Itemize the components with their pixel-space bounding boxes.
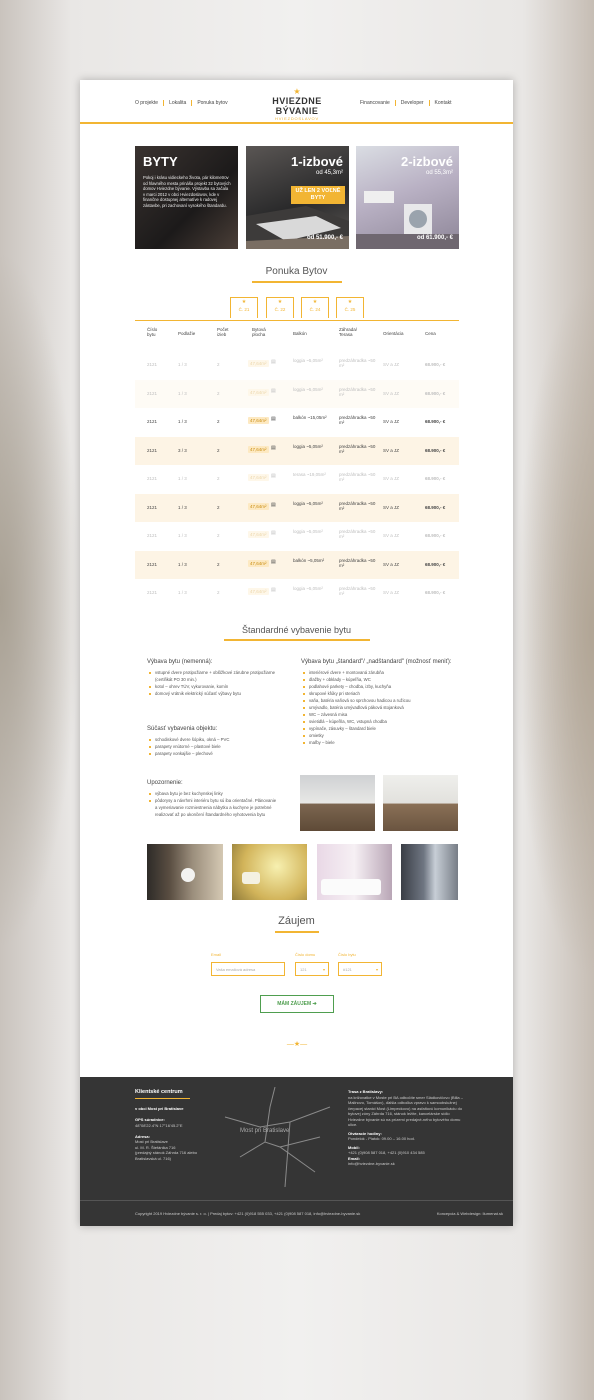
cell-orientation: SV a JZ — [383, 362, 400, 367]
button-label: MÁM ZÁUJEM — [277, 1001, 312, 1007]
cell-price: 68.900,- € — [425, 533, 446, 538]
tab-label: Č. 22 — [274, 307, 286, 312]
nav-item-developer[interactable]: Developer — [396, 100, 430, 106]
chevron-down-icon: ▾ — [322, 967, 325, 972]
cell-rooms: 2 — [217, 533, 220, 538]
equipment-building — [147, 726, 277, 757]
bathroom-photo[interactable] — [147, 844, 223, 900]
nav-item-about[interactable]: O projekte — [130, 100, 164, 106]
list-item: interiérové dvere + montovaná zárubňa — [309, 669, 461, 676]
site-footer — [80, 1077, 513, 1226]
footer-email-label: Email: — [348, 1155, 361, 1161]
equipment-fixed-title: Výbava bytu (nemenná): — [147, 659, 213, 665]
map-label: Most pri Bratislave — [240, 1128, 290, 1134]
cell-garden: predzáhradka ~50 m² — [339, 358, 376, 368]
room-photo[interactable] — [300, 775, 375, 831]
hero-card-1-room[interactable] — [246, 146, 349, 249]
arrow-right-icon: ➔ — [312, 1001, 317, 1007]
list-item: vypínače, zásuvky – štandard biele — [309, 725, 461, 732]
cell-price: 68.900,- € — [425, 362, 446, 367]
logo-subtitle: HVIEZDOSLAVOV — [275, 116, 319, 121]
room-photo[interactable] — [383, 775, 458, 831]
equipment-note-title: Upozornenie: — [147, 780, 183, 786]
cell-garden: predzáhradka ~50 m² — [339, 443, 376, 454]
nav-item-offer[interactable]: Ponuka bytov — [197, 100, 228, 106]
cell-garden: predzáhradka ~50 m² — [339, 557, 376, 568]
floorplan-icon[interactable]: ▤ — [271, 416, 276, 422]
cell-area: 47,64m² — [250, 589, 267, 594]
header-area: Bytová plocha — [252, 327, 266, 337]
footer-heading-underline — [135, 1098, 190, 1099]
cell-balcony: loggia ~5,05m² — [293, 358, 323, 363]
list-item: parapety vnútorné – plastové biele — [155, 743, 277, 750]
hero-card-2-room[interactable] — [356, 146, 459, 249]
list-item: pôdorysy a návrhmi interiéru bytu sú iba orientačné. Plánovanie a vymeriavanie rozmiestnenia nábytku a kuchyne je potrebné realizovať až po ukončení štandardného vyhotovenia bytu — [155, 798, 277, 817]
chevron-down-icon: ▾ — [375, 967, 378, 972]
email-input[interactable]: Vaša emailová adresa — [211, 962, 285, 976]
cell-floor: 1 / 3 — [178, 504, 187, 510]
address-line: Bratislavská ul. 716) — [135, 1155, 172, 1161]
floorplan-icon[interactable]: ▤ — [271, 387, 276, 394]
title-underline — [252, 281, 342, 283]
floorplan-icon[interactable]: ▤ — [271, 501, 276, 508]
table-row[interactable] — [135, 579, 459, 607]
header-rooms: Počet izieb — [217, 327, 229, 337]
cell-rooms: 2 — [217, 590, 220, 595]
floorplan-icon[interactable]: ▤ — [271, 530, 276, 536]
cell-number: 2121 — [147, 533, 158, 538]
cell-price: 68.900,- € — [425, 590, 446, 595]
footer-village: v obci Most pri Bratislave — [135, 1106, 184, 1111]
cell-balcony: balkón ~5,05m² — [293, 557, 325, 563]
table-row[interactable] — [135, 551, 459, 579]
cell-area: 47,64m² — [250, 361, 267, 366]
equipment-section-title — [80, 625, 513, 641]
header-garden: Záhrada/ Terasa — [339, 327, 358, 337]
header-orientation: Orientácia — [383, 331, 404, 336]
address-label: Adresa: — [135, 1133, 150, 1139]
hero-card-text: Pokoj i krásu vidieckeho života, pár kilometrov od hlavného mesta prináša projekt 32 bytových domov Hviezdne bývanie. Výstavba sa začala v marci 2012 v obci Hviezdoslavov, kde v finančne dostupnej alternatíve k radovej zástavbe, pri zachovaní vysokého štandardu. — [143, 175, 231, 208]
cell-floor: 1 / 3 — [178, 362, 187, 367]
cell-number: 2121 — [147, 504, 158, 510]
flat-select[interactable] — [338, 962, 382, 976]
list-item: skrupové kľúky pri steriach — [309, 690, 461, 697]
equipment-note — [147, 780, 277, 818]
tab-21[interactable] — [230, 297, 258, 318]
equipment-fixed — [147, 659, 277, 697]
floorplan-icon[interactable]: ▤ — [271, 444, 276, 451]
cell-orientation: SV a JZ — [383, 590, 400, 595]
list-item: omietky — [309, 732, 461, 739]
cell-rooms: 2 — [217, 561, 220, 567]
star-icon: ★ — [277, 299, 283, 305]
cell-rooms: 2 — [217, 390, 220, 396]
cell-floor: 1 / 3 — [178, 561, 187, 567]
cell-rooms: 2 — [217, 476, 220, 481]
route-text: na križovatke v Moste pri BA odbočíte smer Sládkovičovo (Billa – Malinovo, Tomášov), ďalšia odbočka vpravo k samoobslužnej čerpacej stanici Most (Limpeckovo) na asfaltovú komunikáciu do bytovej zóny Záhrda 716, stánok ležíte, kancelárske sídlo Hviezdne bývanie sú na prízemí predajné-ného bytového domu ulice. — [348, 1094, 463, 1127]
floorplan-icon[interactable]: ▤ — [271, 359, 276, 365]
table-row[interactable] — [135, 465, 459, 493]
cell-balcony: loggia ~5,05m² — [293, 529, 323, 534]
table-row[interactable] — [135, 380, 459, 408]
logo-title: HVIEZDNE BÝVANIE — [272, 96, 322, 116]
cell-orientation: SV a JZ — [383, 476, 400, 481]
bathroom-photo[interactable] — [232, 844, 307, 900]
star-icon: ★ — [312, 299, 318, 305]
cell-price: 68.900,- € — [425, 561, 446, 567]
cell-garden: predzáhradka ~50 m² — [339, 386, 376, 397]
hours-value: Pondelok - Piatok: 09.00 – 16.00 hod. — [348, 1136, 415, 1141]
cell-garden: predzáhradka ~50 m² — [339, 500, 376, 511]
mobile-value: +421 (0)908 587 018, +421 (0)910 434 585 — [348, 1150, 425, 1155]
cell-orientation: SV a JZ — [383, 561, 400, 567]
flat-label: Číslo bytu — [338, 952, 356, 957]
flat-value: #121 — [343, 967, 352, 972]
list-item: kotol – ohrev TÚV, vykurovanie, komín — [155, 683, 277, 690]
table-row[interactable] — [135, 522, 459, 550]
cell-area: 47,64m² — [250, 418, 267, 423]
hero-card-title: 1-izbové — [290, 154, 343, 169]
tab-22[interactable] — [266, 297, 294, 318]
tab-label: Č. 25 — [344, 307, 356, 312]
cell-floor: 1 / 3 — [178, 590, 187, 595]
cell-price: 68.900,- € — [425, 476, 446, 481]
address-line: Most pri Bratislave — [135, 1139, 168, 1144]
list-item: WC – závesná misa — [309, 711, 461, 718]
gps-label: GPS súradnice: — [135, 1117, 165, 1122]
equipment-building-title: Súčasť vybavenia objektu: — [147, 726, 218, 732]
floorplan-icon[interactable]: ▤ — [271, 558, 276, 565]
list-item: umývadlo, batéria umývadlová páková stojanková — [309, 704, 461, 711]
toilet-shape — [181, 868, 195, 882]
hero-card-title: 2-izbové — [400, 154, 453, 169]
cell-area: 47,64m² — [250, 475, 267, 480]
cell-floor: 1 / 3 — [178, 533, 187, 538]
interest-title: Záujem — [278, 915, 315, 927]
table-row[interactable] — [135, 408, 459, 436]
cell-area: 47,64m² — [250, 532, 267, 537]
hero-card-area: od 45,3m² — [315, 170, 343, 176]
cell-number: 2121 — [147, 362, 158, 367]
cell-orientation: SV a JZ — [383, 419, 400, 424]
header-number: Číslo bytu — [147, 327, 158, 337]
cell-orientation: SV a JZ — [383, 447, 400, 453]
nav-item-financing[interactable]: Financovanie — [355, 100, 396, 106]
cell-number: 2121 — [147, 476, 158, 481]
cell-number: 2121 — [147, 419, 158, 424]
interest-section-title — [80, 915, 513, 933]
availability-tag: UŽ LEN 2 VOĽNÉ BYTY — [291, 186, 345, 204]
list-item: vstupné dvere protipožiarne + oblôžkové zárubne protipožiarne (certifikát PO 30 min.) — [155, 670, 276, 682]
address-line: (predajný stánok Záhrda 716 alebo — [135, 1150, 198, 1155]
list-item: svietidlá – kúpeľňa, WC, vstupná chodba — [309, 718, 461, 725]
house-select[interactable] — [295, 962, 329, 976]
bathtub-shape — [321, 879, 381, 895]
route-label: Trasa z Bratislavy: — [348, 1089, 384, 1094]
cell-rooms: 2 — [217, 504, 220, 510]
nav-item-location[interactable]: Lokalita — [164, 100, 192, 106]
mobile-label: Mobil: — [348, 1144, 360, 1150]
hero-card-price: od 51.900,- € — [306, 235, 343, 241]
cell-area: 47,64m² — [250, 389, 267, 395]
cell-floor: 1 / 3 — [178, 476, 187, 481]
table-row[interactable] — [135, 437, 459, 465]
cell-floor: 3 / 3 — [178, 447, 187, 453]
title-underline — [224, 639, 370, 641]
house-value: 121 — [300, 967, 307, 972]
cell-balcony: loggia ~5,05m² — [293, 386, 323, 392]
cell-balcony: terasa ~19,05m² — [293, 472, 326, 477]
cell-garden: predzáhradka ~50 m² — [339, 472, 376, 482]
title-underline — [275, 931, 319, 933]
footer-contact — [135, 1106, 225, 1161]
list-item: schodiskové dvere šópiku, okná – PVC — [155, 736, 277, 743]
hero-card-title: BYTY — [143, 154, 178, 169]
offer-table-header — [135, 320, 459, 351]
table-row[interactable] — [135, 351, 459, 379]
cell-balcony: loggia ~5,05m² — [293, 500, 323, 506]
list-item: podlahové parkety – chodba, izby, kuchyňa — [309, 683, 461, 690]
footer-email-link[interactable]: info@hviezdne-byvanie.sk — [348, 1161, 395, 1166]
nav-right — [355, 100, 457, 106]
cell-number: 2121 — [147, 590, 158, 595]
header-floor: Podlažie — [178, 331, 196, 336]
nav-item-contact[interactable]: Kontakt — [434, 100, 452, 106]
cell-area: 47,64m² — [250, 503, 267, 509]
tab-label: Č. 21 — [238, 307, 250, 312]
table-row[interactable] — [135, 494, 459, 522]
cell-floor: 1 / 3 — [178, 390, 187, 396]
hours-label: Otváracie hodiny: — [348, 1130, 382, 1136]
equipment-optional-title: Výbava bytu „štandard"/ „nadštandard" (možnosť meniť): — [301, 659, 452, 665]
gps-value: 48°08'22.4"N 17°16'45.2"E — [135, 1122, 183, 1128]
offer-title: Ponuka Bytov — [265, 266, 328, 277]
nav-left — [130, 100, 233, 106]
cell-price: 68.900,- € — [425, 504, 446, 510]
list-item: dlažby + obklady – kúpeľňa, WC — [309, 676, 461, 683]
cell-balcony: loggia ~5,05m² — [293, 586, 323, 591]
offer-section-title — [80, 266, 513, 283]
star-divider-icon: —★— — [286, 1041, 308, 1048]
cell-orientation: SV a JZ — [383, 533, 400, 538]
location-map[interactable] — [220, 1087, 332, 1187]
cell-price: 68.900,- € — [425, 419, 446, 424]
tab-24[interactable] — [301, 297, 329, 318]
star-icon: ★ — [293, 87, 301, 96]
tab-25[interactable] — [336, 297, 364, 318]
address-line: ul. M. R. Štefánika 716 — [135, 1144, 176, 1150]
copyright-text: Copyright 2019 Hviezdne bývanie s. r. o. | Predaj bytov: +421 (0)918 555 033, +421 (0)908 587 018, info@hviezdne-byvanie.sk — [135, 1211, 361, 1216]
floorplan-icon[interactable]: ▤ — [271, 473, 276, 479]
cell-area: 47,64m² — [250, 446, 267, 452]
star-icon: ★ — [347, 299, 353, 305]
header-balcony: Balkón — [293, 331, 307, 336]
cell-number: 2121 — [147, 390, 158, 396]
cell-number: 2121 — [147, 447, 158, 453]
email-label: Email — [211, 952, 222, 957]
background-blur-right — [514, 280, 594, 980]
list-item: parapety vonkajšie – plechové — [155, 750, 277, 757]
cell-garden: predzáhradka ~50 m² — [339, 586, 376, 596]
footer-directions — [348, 1089, 463, 1167]
cell-orientation: SV a JZ — [383, 504, 400, 510]
footer-bottom-bar — [80, 1200, 513, 1226]
cell-rooms: 2 — [217, 362, 220, 367]
list-item: maľby – biele — [309, 739, 461, 746]
list-item: vaňa, batéria vaňová so sprchovou hadicou a ružicou — [309, 697, 461, 704]
logo[interactable] — [254, 88, 340, 121]
webpage-mockup — [80, 80, 513, 1226]
equipment-optional — [301, 659, 461, 746]
list-item: domový vrátnik elektrický súčasť výbavy bytu — [155, 690, 277, 697]
hallway-photo[interactable] — [401, 844, 458, 900]
interest-submit-button[interactable] — [260, 995, 334, 1013]
header-price: Cena — [425, 331, 436, 336]
cell-orientation: SV a JZ — [383, 390, 400, 396]
design-credit[interactable]: Koncepcia & Webdesign: Ilumenat.sk — [436, 1211, 503, 1216]
cell-rooms: 2 — [217, 447, 220, 453]
house-label: Číslo domu — [295, 952, 316, 957]
sink-shape — [242, 872, 260, 884]
cell-price: 68.900,- € — [425, 447, 446, 453]
cell-balcony: balkón ~15,05m² — [293, 415, 327, 420]
cell-number: 2121 — [147, 561, 158, 567]
bathroom-photo[interactable] — [317, 844, 392, 900]
cell-rooms: 2 — [217, 419, 220, 424]
hero-card-area: od 55,3m² — [425, 170, 453, 176]
hero-card-apartments[interactable] — [135, 146, 238, 249]
star-icon: ★ — [241, 299, 247, 305]
background-blur-left — [0, 250, 80, 950]
floorplan-icon[interactable]: ▤ — [271, 587, 276, 593]
footer-heading: Klientské centrum — [135, 1089, 183, 1095]
cell-price: 68.900,- € — [425, 390, 446, 396]
site-header — [80, 80, 513, 124]
list-item: výbava bytu je bez kuchynskej linky — [155, 790, 277, 797]
cell-garden: predzáhradka ~50 m² — [339, 415, 376, 425]
cell-garden: predzáhradka ~50 m² — [339, 529, 376, 539]
cell-balcony: loggia ~5,05m² — [293, 443, 323, 449]
hero-card-price: od 61.900,- € — [416, 235, 453, 241]
tab-label: Č. 24 — [309, 307, 321, 312]
equipment-title: Štandardné vybavenie bytu — [241, 625, 352, 635]
cell-floor: 1 / 3 — [178, 419, 187, 424]
cell-area: 47,64m² — [250, 560, 267, 566]
